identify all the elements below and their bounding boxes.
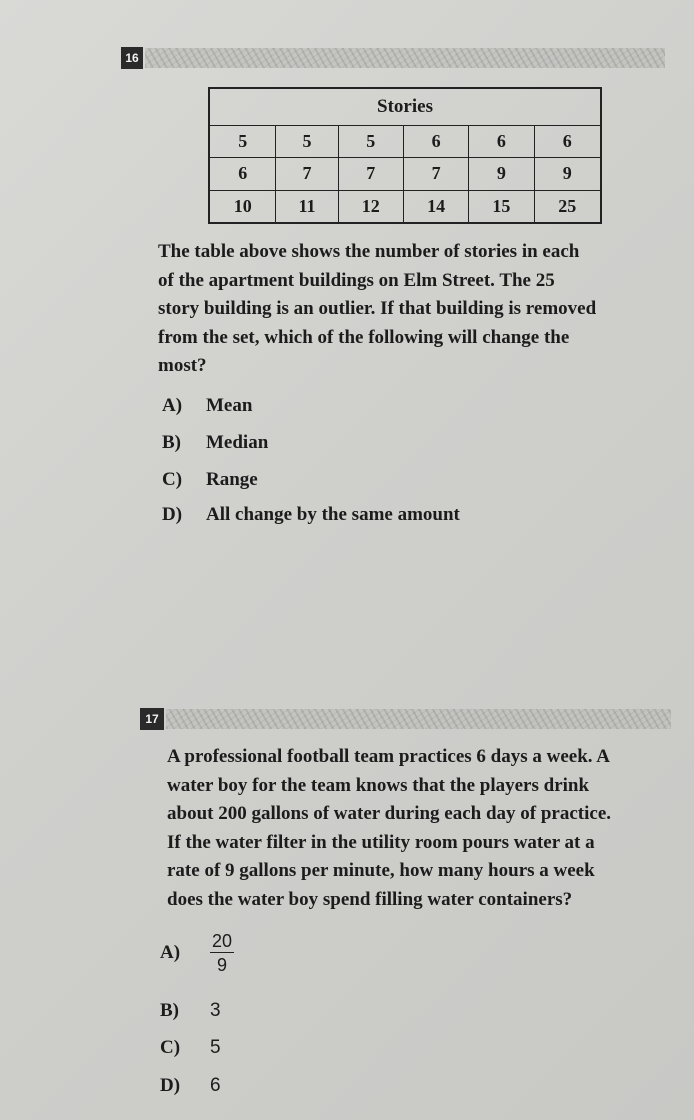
table-cell: 6 [403,126,468,158]
choice-text: 5 [210,1037,221,1058]
question-16-choices [162,395,642,535]
choice-letter: B) [160,1000,179,1021]
prompt-line: story building is an outlier. If that building is removed [158,298,597,319]
question-17-prompt [167,743,677,914]
choice-text: 3 [210,1000,221,1021]
choice-b[interactable] [160,1000,221,1022]
fraction-numerator: 20 [212,931,233,951]
table-cell: 7 [338,158,403,190]
table-cell: 10 [209,190,276,223]
table-cell: 14 [403,190,468,223]
prompt-line: rate of 9 gallons per minute, how many hours a week [167,860,595,881]
choice-letter: A) [162,395,183,416]
table-cell: 25 [534,190,601,223]
choice-c[interactable] [162,469,258,491]
choice-letter: B) [162,432,181,453]
table-cell: 12 [338,190,403,223]
table-cell: 7 [403,158,468,190]
table-cell: 9 [469,158,534,190]
stories-table [208,87,602,224]
choice-letter: C) [160,1037,181,1058]
choice-letter: A) [160,941,181,963]
prompt-line: The table above shows the number of stories in each [158,241,580,262]
prompt-line: most? [158,355,207,376]
choice-d[interactable] [162,504,460,526]
prompt-line: water boy for the team knows that the players drink [167,774,590,796]
table-cell: 15 [469,190,534,223]
table-title: Stories [209,88,601,126]
prompt-line: about 200 gallons of water during each day of practice. [167,803,612,824]
prompt-line: of the apartment buildings on Elm Street. The 25 [158,269,555,291]
table-cell: 6 [209,158,276,190]
question-16-prompt [158,238,658,381]
fraction-denominator: 9 [217,955,228,975]
table-row [209,126,601,158]
question-17-choices [160,930,360,1110]
table-cell: 7 [276,158,338,190]
table-cell: 9 [534,158,601,190]
choice-d[interactable] [160,1075,221,1097]
table-row [209,158,601,190]
header-band-17 [166,709,671,729]
table-cell: 5 [276,126,338,158]
choice-a[interactable] [162,395,252,417]
prompt-line: A professional football team practices 6 days a week. A [167,746,610,767]
table-cell: 5 [338,126,403,158]
question-number-17: 17 [140,708,164,730]
fraction [210,930,234,977]
choice-c[interactable] [160,1037,221,1059]
choice-text: Range [206,469,258,490]
table-cell: 11 [276,190,338,223]
choice-letter: C) [162,469,183,490]
table-cell: 6 [534,126,601,158]
choice-text: Mean [206,395,253,416]
prompt-line: from the set, which of the following will change the [158,326,570,348]
prompt-line: does the water boy spend filling water containers? [167,888,573,910]
table-cell: 5 [209,126,276,158]
choice-text: 6 [210,1075,221,1096]
prompt-line: If the water filter in the utility room pours water at a [167,831,595,853]
choice-letter: D) [160,1075,181,1096]
table-row [209,190,601,223]
question-number-16: 16 [121,47,143,69]
choice-a[interactable] [160,930,234,977]
choice-b[interactable] [162,432,268,454]
choice-letter: D) [162,504,183,525]
choice-text: Median [206,432,269,453]
header-band-16 [145,48,665,68]
table-cell: 6 [469,126,534,158]
choice-text: All change by the same amount [206,504,460,525]
